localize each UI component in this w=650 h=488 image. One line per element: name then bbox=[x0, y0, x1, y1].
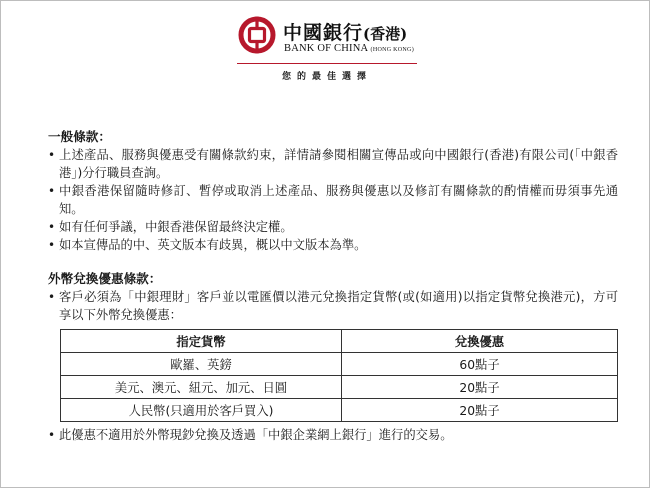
table-cell-currency: 歐羅、英鎊 bbox=[61, 353, 342, 376]
table-row bbox=[61, 399, 618, 422]
list-item: • 此優惠不適用於外幣現鈔兌換及透過「中銀企業網上銀行」進行的交易。 bbox=[48, 426, 618, 444]
brand-name-english: BANK OF CHINA (HONG KONG) bbox=[284, 43, 414, 54]
table-cell-offer: 20點子 bbox=[342, 376, 618, 399]
column-header-currency: 指定貨幣 bbox=[61, 330, 342, 353]
header-divider bbox=[237, 63, 417, 64]
table-cell-currency: 人民幣(只適用於客戶買入) bbox=[61, 399, 342, 422]
table-header-row bbox=[61, 330, 618, 353]
general-terms-list bbox=[48, 146, 618, 254]
table-cell-currency: 美元、澳元、紐元、加元、日圓 bbox=[61, 376, 342, 399]
table-row bbox=[61, 376, 618, 399]
list-item: • 中銀香港保留隨時修訂、暫停或取消上述產品、服務與優惠以及修訂有關條款的酌情權而毋須事先通知。 bbox=[48, 182, 618, 218]
table-cell-offer: 60點子 bbox=[342, 353, 618, 376]
bank-logo bbox=[237, 15, 427, 59]
list-item: • 客戶必須為「中銀理財」客戶並以電匯價以港元兌換指定貨幣(或(如適用)以指定貨幣兌換港元)，方可享以下外幣兌換優惠： bbox=[48, 288, 618, 324]
slogan: 您的最佳選擇 bbox=[281, 72, 372, 82]
column-header-offer: 兌換優惠 bbox=[342, 330, 618, 353]
fx-footnote-list bbox=[48, 426, 618, 444]
table-cell-offer: 20點子 bbox=[342, 399, 618, 422]
list-item: • 如有任何爭議，中銀香港保留最終決定權。 bbox=[48, 218, 618, 236]
boc-emblem-icon bbox=[237, 15, 277, 55]
list-item: • 上述產品、服務與優惠受有關條款約束，詳情請參閱相關宣傳品或向中國銀行(香港)有限公司(「中銀香港」)分行職員查詢。 bbox=[48, 146, 618, 182]
brand-name-chinese: 中國銀行(香港) bbox=[283, 22, 408, 44]
fx-terms-list bbox=[48, 288, 618, 324]
list-item: • 如本宣傳品的中、英文版本有歧異，概以中文版本為準。 bbox=[48, 236, 618, 254]
terms-content bbox=[48, 128, 618, 444]
table-row bbox=[61, 353, 618, 376]
fx-offer-table bbox=[60, 329, 618, 422]
fx-terms-title: 外幣兌換優惠條款： bbox=[48, 271, 162, 286]
general-terms-title: 一般條款： bbox=[48, 129, 111, 144]
